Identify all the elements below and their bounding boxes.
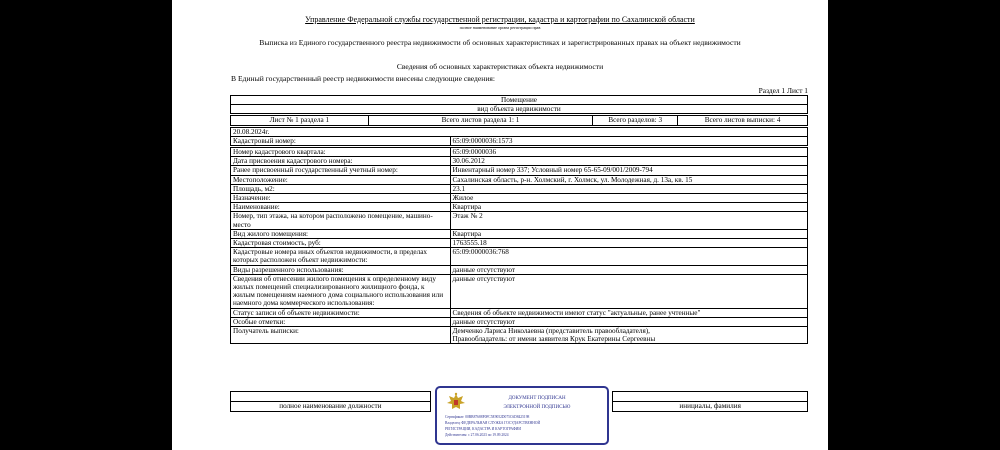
table-row — [231, 239, 808, 248]
row-value: данные отсутствуют — [450, 317, 807, 326]
sheets-in-section: Всего листов раздела 1: 1 — [368, 116, 593, 125]
stamp-validity: Действителен: с 27.06.2023 по 19.09.2024 — [445, 433, 509, 437]
row-label: Кадастровые номера иных объектов недвижимости, в пределах которых расположен объект недвижимости: — [231, 248, 451, 265]
organization-caption: полное наименование органа регистрации прав — [459, 25, 541, 30]
sheet-number: Лист № 1 раздела 1 — [231, 116, 369, 125]
section-title: Сведения об основных характеристиках объекта недвижимости — [396, 62, 604, 71]
table-row — [231, 203, 808, 212]
row-label: Назначение: — [231, 194, 451, 203]
row-label: Ранее присвоенный государственный учетный номер: — [231, 166, 451, 175]
table-row — [231, 166, 808, 175]
sheet-reference: Раздел 1 Лист 1 — [758, 86, 808, 95]
document-page — [172, 0, 828, 450]
table-row — [231, 175, 808, 184]
object-type-caption: вид объекта недвижимости — [231, 105, 808, 114]
row-value: 1763555.18 — [450, 239, 807, 248]
name-caption: инициалы, фамилия — [613, 402, 808, 412]
object-type-row — [231, 96, 808, 105]
sheet-info-row — [231, 116, 808, 125]
sheets-total: Всего листов выписки: 4 — [678, 116, 808, 125]
extract-date: 20.08.2024г. — [231, 127, 808, 136]
cadastral-label: Кадастровый номер: — [231, 136, 451, 145]
table-row — [231, 265, 808, 274]
row-value: Этаж № 2 — [450, 212, 807, 229]
table-row — [231, 212, 808, 229]
characteristics-table — [230, 95, 808, 344]
row-value: 23.1 — [450, 184, 807, 193]
table-row — [231, 308, 808, 317]
object-type-caption-row — [231, 105, 808, 114]
row-value: Жилое — [450, 194, 807, 203]
row-label: Кадастровая стоимость, руб: — [231, 239, 451, 248]
row-value: данные отсутствуют — [450, 274, 807, 308]
row-label: Дата присвоения кадастрового номера: — [231, 157, 451, 166]
table-row — [231, 194, 808, 203]
row-value: Сахалинская область, р-н. Холмский, г. Холмск, ул. Молодежная, д. 13а, кв. 15 — [450, 175, 807, 184]
stamp-certificate: Сертификат: 00BB87688F0FC5E9052D075C6D8425198 — [445, 415, 530, 419]
row-label: Статус записи об объекте недвижимости: — [231, 308, 451, 317]
stamp-owner-line1: Владелец: ФЕДЕРАЛЬНАЯ СЛУЖБА ГОСУДАРСТВЕННОЙ — [445, 421, 541, 425]
name-field — [613, 392, 808, 402]
row-label: Наименование: — [231, 203, 451, 212]
table-row — [231, 327, 808, 344]
stamp-owner-line2: РЕГИСТРАЦИИ, КАДАСТРА И КАРТОГРАФИИ — [445, 427, 521, 431]
row-value: Квартира — [450, 203, 807, 212]
row-value: Сведения об объекте недвижимости имеют статус "актуальные, ранее учтенные" — [450, 308, 807, 317]
object-type: Помещение — [231, 96, 808, 105]
cadastral-value: 65:09:0000036:1573 — [450, 136, 807, 145]
table-row — [231, 148, 808, 157]
row-value: 65:09:0000036 — [450, 148, 807, 157]
position-field — [231, 392, 431, 402]
row-value: Квартира — [450, 229, 807, 238]
organization-name: Управление Федеральной службы государственной регистрации, кадастра и картографии по Сахалинской области — [305, 15, 695, 24]
row-label: Особые отметки: — [231, 317, 451, 326]
row-value: данные отсутствуют — [450, 265, 807, 274]
row-label: Сведения об отнесении жилого помещения к определенному виду жилых помещений специализированного жилищного фонда, к жилым помещениям наемного дома социального использования или наемного дома коммерческого использования: — [231, 274, 451, 308]
eagle-emblem-icon — [445, 391, 467, 413]
electronic-signature-stamp — [435, 386, 609, 445]
sections-total: Всего разделов: 3 — [593, 116, 678, 125]
row-label: Местоположение: — [231, 175, 451, 184]
table-row — [231, 229, 808, 238]
date-row — [231, 127, 808, 136]
cadastral-row — [231, 136, 808, 145]
row-label: Номер кадастрового квартала: — [231, 148, 451, 157]
table-row — [231, 157, 808, 166]
stamp-title-line2: ЭЛЕКТРОННОЙ ПОДПИСЬЮ — [503, 405, 571, 410]
table-row — [231, 184, 808, 193]
row-label: Виды разрешенного использования: — [231, 265, 451, 274]
position-caption: полное наименование должности — [231, 402, 431, 412]
row-label: Номер, тип этажа, на котором расположено помещение, машино-место — [231, 212, 451, 229]
intro-text: В Единый государственный реестр недвижимости внесены следующие сведения: — [231, 74, 495, 83]
row-label: Получатель выписки: — [231, 327, 451, 344]
row-value: 30.06.2012 — [450, 157, 807, 166]
row-label: Площадь, м2: — [231, 184, 451, 193]
stamp-title-line1: ДОКУМЕНТ ПОДПИСАН — [508, 396, 566, 401]
row-value: Демченко Лариса Николаевна (представитель правообладателя), Правообладатель: от имени заявителя Крук Екатерины Сергеевны — [450, 327, 807, 344]
extract-title: Выписка из Единого государственного реестра недвижимости об основных характеристиках и зарегистрированных правах на объект недвижимости — [259, 38, 741, 47]
table-row — [231, 317, 808, 326]
table-row — [231, 248, 808, 265]
row-value: 65:09:0000036:768 — [450, 248, 807, 265]
row-label: Вид жилого помещения: — [231, 229, 451, 238]
table-row — [231, 274, 808, 308]
row-value: Инвентарный номер 337; Условный номер 65-65-09/001/2009-794 — [450, 166, 807, 175]
